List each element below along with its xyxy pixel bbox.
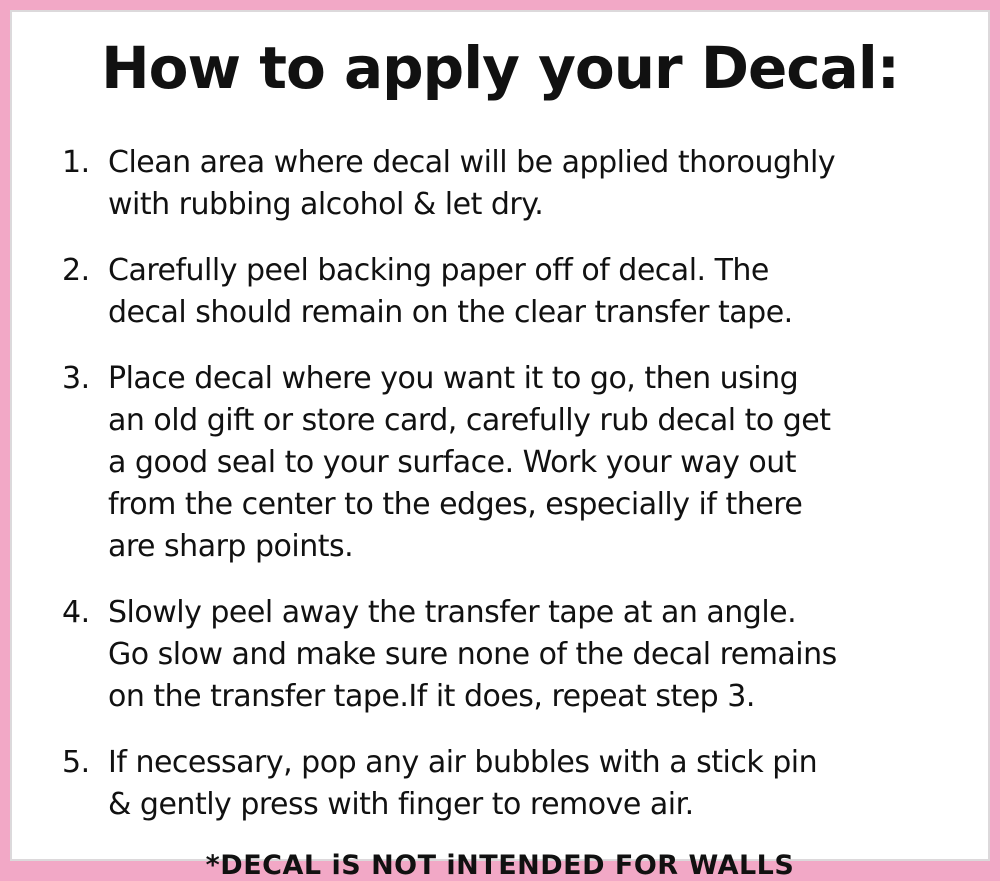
step-line: & gently press with finger to remove air.: [108, 787, 694, 822]
step-line: If necessary, pop any air bubbles with a stick pin: [108, 745, 818, 780]
step-text: [108, 142, 958, 226]
step-line: a good seal to your surface. Work your way out: [108, 445, 797, 480]
step-text: [108, 250, 958, 334]
instruction-card: [10, 10, 990, 881]
step-line: decal should remain on the clear transfer tape.: [108, 295, 793, 330]
step-item: [62, 742, 958, 826]
steps-list: [12, 108, 988, 826]
step-line: are sharp points.: [108, 529, 354, 564]
step-line: Place decal where you want it to go, then using: [108, 361, 799, 396]
step-line: Carefully peel backing paper off of decal. The: [108, 253, 769, 288]
step-text: [108, 592, 958, 718]
step-line: from the center to the edges, especially if there: [108, 487, 803, 522]
page-title: How to apply your Decal:: [101, 34, 899, 102]
step-number: 2.: [62, 253, 90, 288]
step-line: Clean area where decal will be applied thoroughly: [108, 145, 836, 180]
step-number: 3.: [62, 361, 90, 396]
step-number: 4.: [62, 595, 90, 630]
step-line: an old gift or store card, carefully rub decal to get: [108, 403, 831, 438]
step-line: with rubbing alcohol & let dry.: [108, 187, 544, 222]
step-item: [62, 358, 958, 568]
step-line: Go slow and make sure none of the decal remains: [108, 637, 837, 672]
step-text: [108, 358, 958, 568]
step-item: [62, 142, 958, 226]
step-item: [62, 250, 958, 334]
step-number: 1.: [62, 145, 90, 180]
footnote: *DECAL iS NOT iNTENDED FOR WALLS: [205, 850, 795, 881]
step-number: 5.: [62, 745, 90, 780]
step-line: Slowly peel away the transfer tape at an angle.: [108, 595, 797, 630]
step-item: [62, 592, 958, 718]
step-text: [108, 742, 958, 826]
step-line: on the transfer tape.If it does, repeat step 3.: [108, 679, 755, 714]
